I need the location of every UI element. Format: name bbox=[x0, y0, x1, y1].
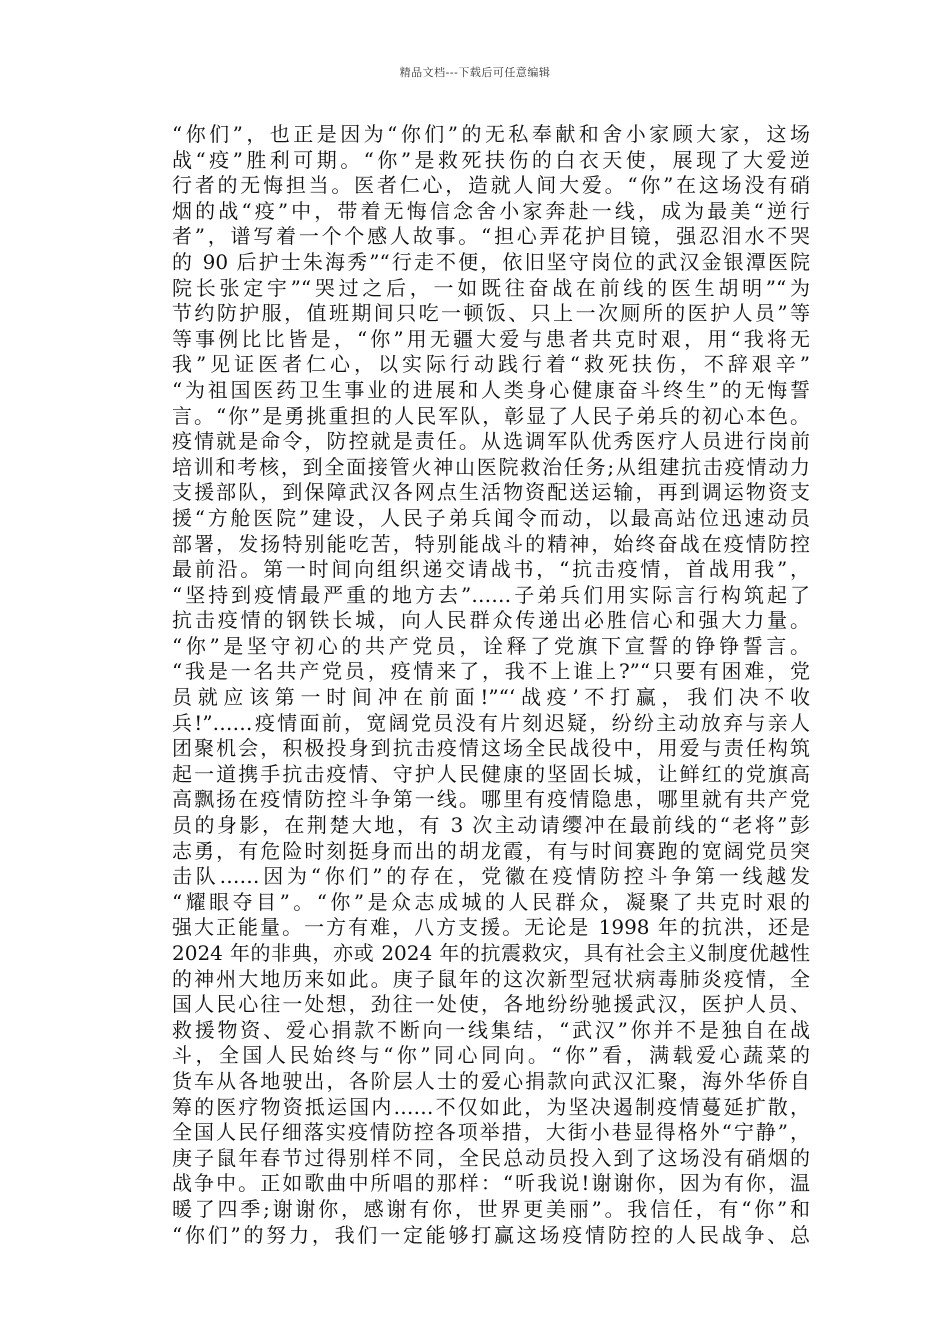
paragraph-line: 击队……因为“你们”的存在，党徽在疫情防控斗争第一线越发 bbox=[172, 864, 810, 889]
paragraph-line: 强大正能量。一方有难，八方支援。无论是 1998 年的抗洪，还是 bbox=[172, 915, 810, 940]
paragraph-line: 货车从各地驶出，各阶层人士的爱心捐款向武汉汇聚，海外华侨自 bbox=[172, 1068, 810, 1093]
paragraph-line: “为祖国医药卫生事业的进展和人类身心健康奋斗终生”的无悔誓 bbox=[172, 377, 810, 402]
paragraph-line: 志勇，有危险时刻挺身而出的胡龙霞，有与时间赛跑的宽阔党员突 bbox=[172, 838, 810, 863]
paragraph-line: 高飘扬在疫情防控斗争第一线。哪里有疫情隐患，哪里就有共产党 bbox=[172, 787, 810, 812]
paragraph-line: 疫情就是命令，防控就是责任。从选调军队优秀医疗人员进行岗前 bbox=[172, 429, 810, 454]
paragraph-line: 员的身影，在荆楚大地，有 3 次主动请缨冲在最前线的“老将”彭 bbox=[172, 813, 810, 838]
paragraph-line: 员就应该第一时间冲在前面!”“‘战疫’不打赢，我们决不收 bbox=[172, 685, 810, 710]
paragraph-line: 行者的无悔担当。医者仁心，造就人间大爱。“你”在这场没有硝 bbox=[172, 173, 810, 198]
paragraph-line: 庚子鼠年春节过得别样不同，全民总动员投入到了这场没有硝烟的 bbox=[172, 1145, 810, 1170]
paragraph-line: 起一道携手抗击疫情、守护人民健康的坚固长城，让鲜红的党旗高 bbox=[172, 761, 810, 786]
paragraph-line: 暖了四季;谢谢你，感谢有你，世界更美丽”。我信任，有“你”和 bbox=[172, 1196, 810, 1221]
paragraph-line: 节约防护服，值班期间只吃一顿饭、只上一次厕所的医护人员”等 bbox=[172, 301, 810, 326]
paragraph-line: 团聚机会，积极投身到抗击疫情这场全民战役中，用爱与责任构筑 bbox=[172, 736, 810, 761]
paragraph-line: “我是一名共产党员，疫情来了，我不上谁上?”“只要有困难，党 bbox=[172, 659, 810, 684]
paragraph-line: 烟的战“疫”中，带着无悔信念舍小家奔赴一线，成为最美“逆行 bbox=[172, 198, 810, 223]
paragraph-line: “你们”，也正是因为“你们”的无私奉献和舍小家顾大家，这场 bbox=[172, 122, 810, 146]
paragraph-line: “你们”的努力，我们一定能够打赢这场疫情防控的人民战争、总 bbox=[172, 1222, 810, 1247]
paragraph-line: 培训和考核，到全面接管火神山医院救治任务;从组建抗击疫情动力 bbox=[172, 454, 810, 479]
paragraph-line: 2024 年的非典，亦或 2024 年的抗震救灾，具有社会主义制度优越性 bbox=[172, 941, 810, 965]
paragraph-line: 筹的医疗物资抵运国内……不仅如此，为坚决遏制疫情蔓延扩散， bbox=[172, 1094, 810, 1119]
paragraph-line: “坚持到疫情最严重的地方去”……子弟兵们用实际言行构筑起了 bbox=[172, 582, 810, 607]
paragraph-line: 我”见证医者仁心，以实际行动践行着“救死扶伤，不辞艰辛” bbox=[172, 352, 810, 377]
paragraph-line: 兵!”……疫情面前，宽阔党员没有片刻迟疑，纷纷主动放弃与亲人 bbox=[172, 710, 810, 735]
paragraph-line: “你”是坚守初心的共产党员，诠释了党旗下宣誓的铮铮誓言。 bbox=[172, 633, 810, 658]
paragraph-line: 国人民心往一处想，劲往一处使，各地纷纷驰援武汉，医护人员、 bbox=[172, 992, 810, 1017]
paragraph-line: 救援物资、爱心捐款不断向一线集结，“武汉”你并不是独自在战 bbox=[172, 1017, 810, 1042]
paragraph-line: 院长张定宇”“哭过之后，一如既往奋战在前线的医生胡明”“为 bbox=[172, 275, 810, 300]
paragraph-line: 者”，谱写着一个个感人故事。“担心弄花护目镜，强忍泪水不哭 bbox=[172, 224, 810, 249]
paragraph-line: 的神州大地历来如此。庚子鼠年的这次新型冠状病毒肺炎疫情，全 bbox=[172, 966, 810, 991]
paragraph-line: 部署，发扬特别能吃苦，特别能战斗的精神，始终奋战在疫情防控 bbox=[172, 531, 810, 556]
paragraph-line: 等事例比比皆是，“你”用无疆大爱与患者共克时艰，用“我将无 bbox=[172, 326, 810, 351]
paragraph-line: 斗，全国人民始终与“你”同心同向。“你”看，满载爱心蔬菜的 bbox=[172, 1043, 810, 1068]
paragraph-line: 战争中。正如歌曲中所唱的那样：“听我说!谢谢你，因为有你，温 bbox=[172, 1171, 810, 1196]
paragraph-line: 言。“你”是勇挑重担的人民军队，彰显了人民子弟兵的初心本色。 bbox=[172, 403, 810, 428]
paragraph-line: 全国人民仔细落实疫情防控各项举措，大街小巷显得格外“宁静”， bbox=[172, 1120, 810, 1145]
document-body bbox=[172, 122, 810, 1248]
paragraph-line: 最前沿。第一时间向组织递交请战书，“抗击疫情，首战用我”， bbox=[172, 557, 810, 582]
page-header: 精品文档---下载后可任意编辑 bbox=[399, 66, 551, 79]
paragraph-line: 支援部队，到保障武汉各网点生活物资配送运输，再到调运物资支 bbox=[172, 480, 810, 505]
paragraph-line: 战“疫”胜利可期。“你”是救死扶伤的白衣天使，展现了大爱逆 bbox=[172, 147, 810, 172]
paragraph-line: 抗击疫情的钢铁长城，向人民群众传递出必胜信心和强大力量。 bbox=[172, 608, 810, 633]
paragraph-line: “耀眼夺目”。“你”是众志成城的人民群众，凝聚了共克时艰的 bbox=[172, 889, 810, 914]
paragraph-line: 援“方舱医院”建设，人民子弟兵闻令而动，以最高站位迅速动员 bbox=[172, 505, 810, 530]
paragraph-line: 的 90 后护士朱海秀”“行走不便，依旧坚守岗位的武汉金银潭医院 bbox=[172, 249, 810, 274]
